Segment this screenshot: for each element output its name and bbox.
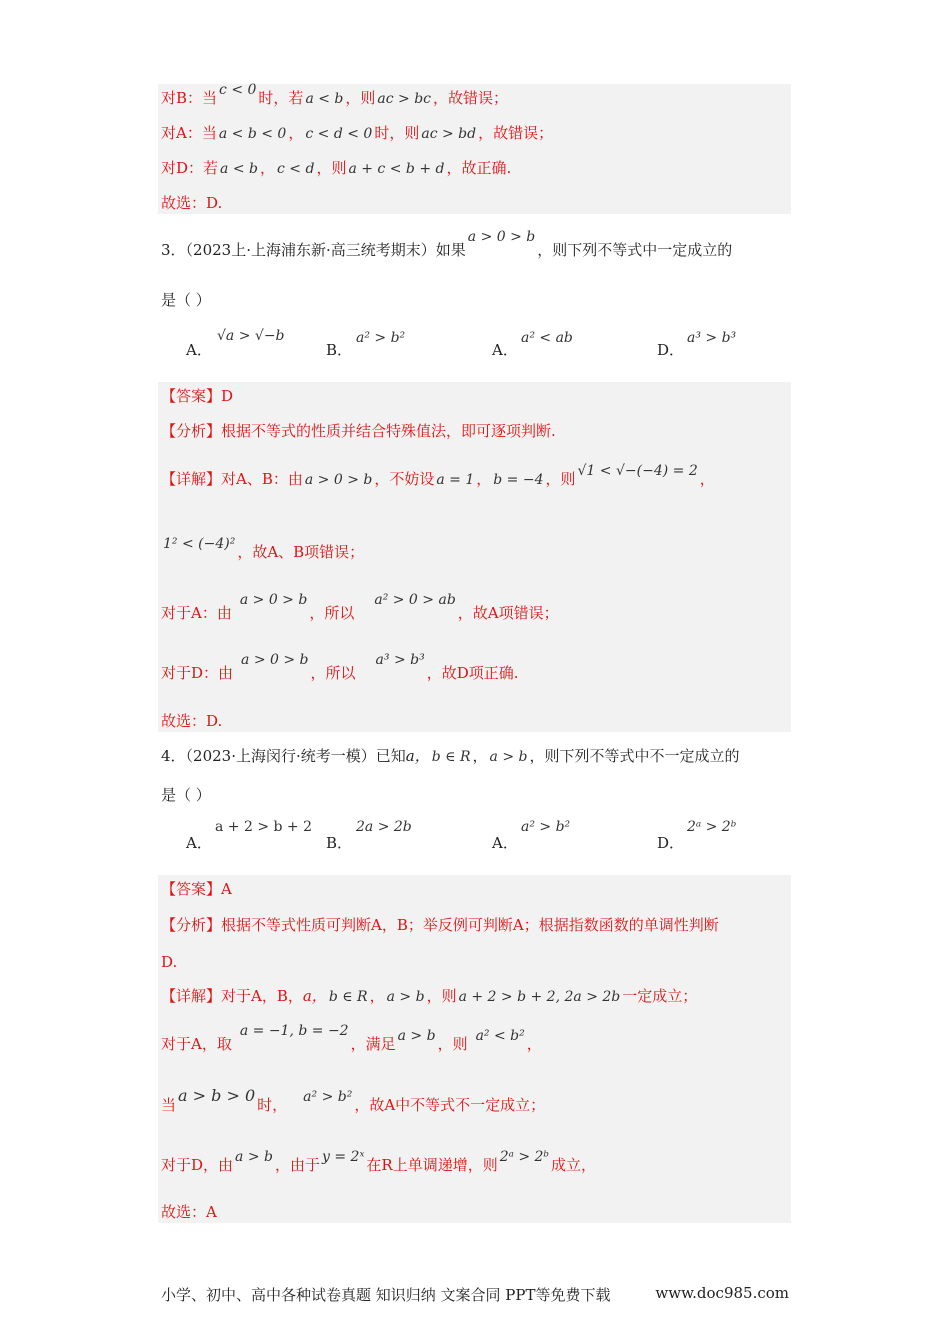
q4-stem: 4．（2023·上海闵行·统考一模）已知a， b ∈ R ， a > b ，则下列不等式中不一定成立的 xyxy=(161,747,740,765)
page-footer xyxy=(161,1284,789,1305)
q4-answer: 【答案】A xyxy=(161,880,232,898)
q3-option-c-label: A． xyxy=(492,341,518,359)
q4-detail-line3: 当 a > b > 0 时， a² > b² ，故A中不等式不一定成立； xyxy=(161,1086,546,1114)
q3-stem-line2: 是（ ） xyxy=(161,291,211,309)
q3-conclusion: 故选：D. xyxy=(161,712,223,730)
q3-option-b-math: a² > b² xyxy=(356,330,406,346)
q4-option-d-math: 2ᵃ > 2ᵇ xyxy=(687,819,737,835)
q3-answer: 【答案】D xyxy=(161,387,234,405)
q4-detail-line4: 对于D，由 a > b ，由于 y = 2ˣ 在R上单调递增，则 2ᵃ > 2ᵇ 成立， xyxy=(161,1149,597,1174)
q4-detail-line1: 【详解】对于A，B，a， b ∈ R ， a > b ，则 a + 2 > b + 2, 2a > 2b 一定成立； xyxy=(161,987,698,1005)
q4-conclusion: 故选：A xyxy=(161,1203,217,1221)
q3-option-a-label: A． xyxy=(186,341,212,359)
b1-line1: 对B：当 c < 0 时，若 a < b ，则 ac > bc ，故错误； xyxy=(161,82,509,107)
q3-detail-line4: 对于D：由a > 0 > b，所以a³ > b³，故D项正确. xyxy=(161,652,519,682)
q4-analysis-line2: D. xyxy=(161,953,178,971)
q4-analysis-line1: 【分析】根据不等式性质可判断A，B；举反例可判断A；根据指数函数的单调性判断 xyxy=(161,916,719,934)
b1-line3: 对D：若 a < b ， c < d ，则 a + c < b + d ，故正确. xyxy=(161,159,512,177)
footer-text: 小学、初中、高中各种试卷真题 知识归纳 文案合同 PPT等免费下载 xyxy=(161,1286,611,1304)
q4-option-b-math: 2a > 2b xyxy=(356,819,412,835)
q3-detail-line1: 【详解】对A、B：由 a > 0 > b ，不妨设 a = 1 ， b = −4 ，则 √1 < √−(−4) = 2 ， xyxy=(161,463,715,488)
q4-option-c-label: A． xyxy=(492,834,518,852)
footer-site-link[interactable]: www.doc985.com xyxy=(655,1284,789,1302)
q4-stem-line2: 是（ ） xyxy=(161,786,211,804)
q4-option-c-math: a² > b² xyxy=(521,819,571,835)
b1-line2: 对A：当 a < b < 0 ， c < d < 0 时，则 ac > bd ，故错误； xyxy=(161,124,554,142)
q3-detail-line3: 对于A：由a > 0 > b，所以a² > 0 > ab，故A项错误； xyxy=(161,592,559,622)
q3-option-d-math: a³ > b³ xyxy=(687,330,737,346)
q4-option-d-label: D． xyxy=(657,834,685,852)
q3-detail-line2: 1² < (−4)² ，故A、B项错误； xyxy=(163,536,365,561)
q4-detail-line2: 对于A，取a = −1, b = −2，满足 a > b ，则 a² < b² ， xyxy=(161,1023,542,1053)
q3-option-c-math: a² < ab xyxy=(521,330,573,346)
q3-option-d-label: D． xyxy=(657,341,685,359)
q4-option-a-math: a + 2 > b + 2 xyxy=(215,819,313,835)
q3-analysis: 【分析】根据不等式的性质并结合特殊值法，即可逐项判断. xyxy=(161,422,556,440)
b1-line4: 故选：D. xyxy=(161,194,223,212)
q3-stem: 3．（2023上·上海浦东新·高三统考期末）如果a > 0 > b，则下列不等式中一定成立的 xyxy=(161,229,733,259)
q3-option-a-math: √a > √−b xyxy=(217,328,285,344)
q4-option-a-label: A． xyxy=(186,834,212,852)
q4-option-b-label: B． xyxy=(326,834,353,852)
q3-option-b-label: B． xyxy=(326,341,353,359)
